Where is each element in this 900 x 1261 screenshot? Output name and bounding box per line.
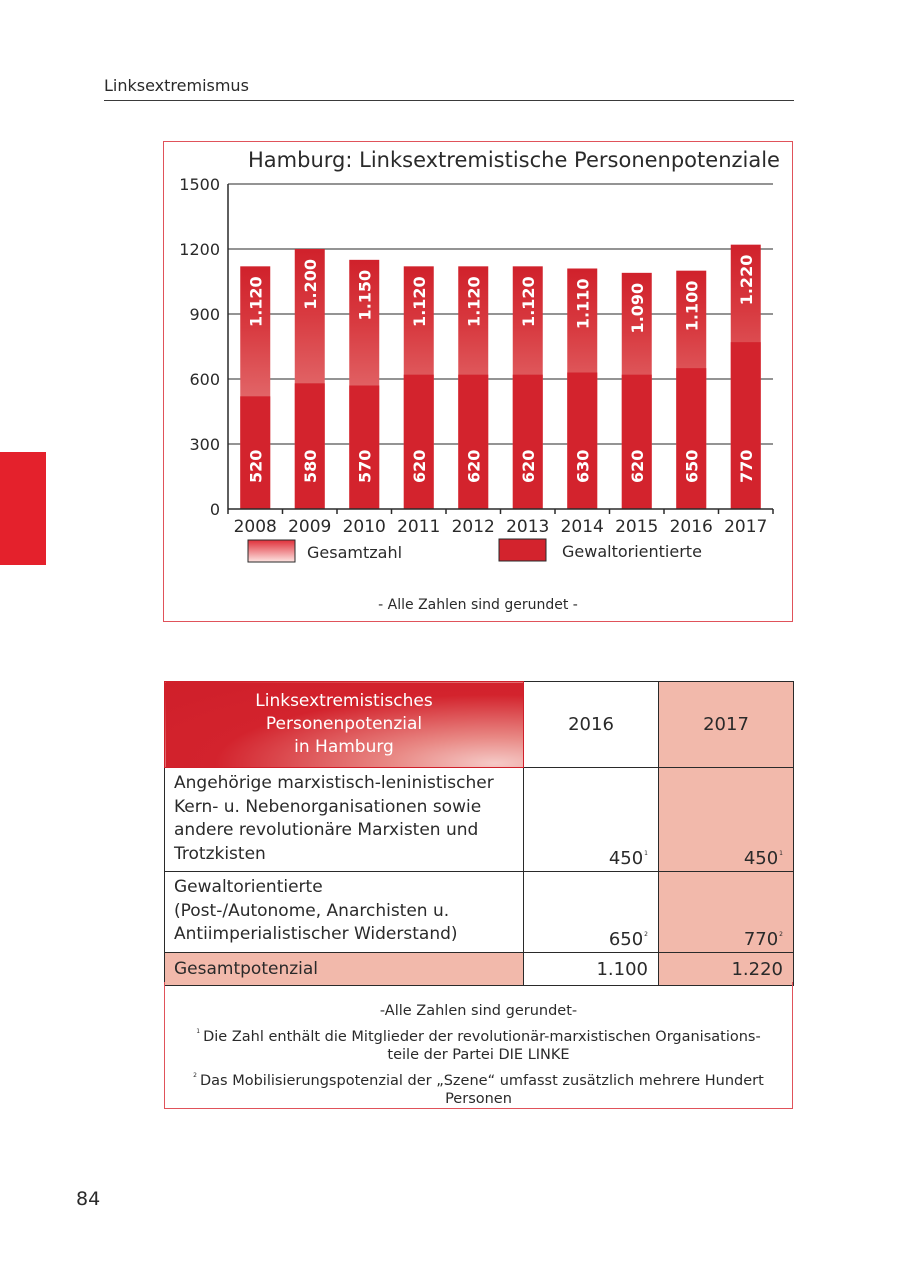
data-label-gesamtzahl: 1.220 <box>736 254 756 306</box>
row-label-gewaltorientierte <box>165 872 524 953</box>
value-2016 <box>524 872 659 953</box>
note-text: teile der Partei DIE LINKE <box>387 1047 570 1063</box>
data-label-gesamtzahl: 1.100 <box>682 280 702 332</box>
footnote-mark: 1 <box>779 850 783 857</box>
x-tick-label: 2008 <box>233 517 277 537</box>
data-label-gesamtzahl: 1.150 <box>355 269 375 321</box>
x-tick-label: 2011 <box>397 517 441 537</box>
x-tick-label: 2016 <box>669 517 713 537</box>
x-tick-label: 2014 <box>560 517 604 537</box>
data-label-gewaltorientierte: 570 <box>355 449 375 483</box>
data-label-gewaltorientierte: 620 <box>464 449 484 483</box>
table-notes <box>164 982 793 1109</box>
x-tick-label: 2017 <box>724 517 768 537</box>
value-number: 770 <box>743 929 779 950</box>
data-label-gesamtzahl: 1.120 <box>518 276 538 327</box>
x-tick-label: 2010 <box>342 517 386 537</box>
legend-swatch-gewaltorientierte <box>499 539 546 561</box>
x-tick-label: 2012 <box>451 517 495 537</box>
y-tick-label: 1200 <box>179 240 220 259</box>
note-text: Personen <box>445 1091 512 1107</box>
data-label-gewaltorientierte: 650 <box>682 449 702 483</box>
table-row <box>165 872 794 953</box>
table-header-row <box>165 682 794 768</box>
note-text: Das Mobilisierungspotenzial der „Szene“ umfasst zusätzlich mehrere Hundert <box>200 1073 764 1089</box>
table-total-row <box>165 953 794 986</box>
row-label-line: (Post-/Autonome, Anarchisten u. <box>174 900 450 921</box>
row-label-line: andere revolutionäre Marxisten und <box>174 820 479 840</box>
row-label-line: Antiimperialistischer Widerstand) <box>174 924 458 944</box>
y-tick-label: 0 <box>209 500 220 519</box>
data-label-gewaltorientierte: 620 <box>627 449 647 483</box>
footnote-mark: 2 <box>779 931 783 938</box>
note-2 <box>165 1067 792 1108</box>
y-tick-label: 300 <box>189 435 220 454</box>
footnote-mark: 1 <box>644 850 648 857</box>
legend-label-gesamtzahl: Gesamtzahl <box>307 543 403 562</box>
table-header-2017: 2017 <box>659 682 794 768</box>
header-label-line: in Hamburg <box>294 737 394 757</box>
value-2017 <box>659 872 794 953</box>
data-label-gewaltorientierte: 630 <box>573 449 593 483</box>
bar-gewaltorientierte <box>622 375 652 509</box>
running-header: Linksextremismus <box>104 76 249 95</box>
bar-gewaltorientierte <box>458 375 488 509</box>
table-header-label <box>165 682 524 768</box>
bar-gewaltorientierte <box>295 383 325 509</box>
header-label-line: Personenpotenzial <box>265 714 423 734</box>
note-rounded: -Alle Zahlen sind gerundet- <box>379 1003 578 1019</box>
footnote-mark: 2 <box>193 1072 197 1079</box>
data-label-gesamtzahl: 1.120 <box>246 276 266 327</box>
note-text: Die Zahl enthält die Mitglieder der revolutionär-marxistischen Organisations- <box>203 1029 761 1045</box>
note-1 <box>165 1023 792 1064</box>
x-tick-label: 2015 <box>615 517 659 537</box>
value-number: 650 <box>608 929 644 950</box>
y-tick-label: 1500 <box>179 175 220 194</box>
y-tick-label: 600 <box>189 370 220 389</box>
bar-gewaltorientierte <box>513 375 543 509</box>
page-number: 84 <box>76 1188 101 1210</box>
data-label-gewaltorientierte: 620 <box>518 449 538 483</box>
x-tick-label: 2013 <box>506 517 550 537</box>
data-label-gesamtzahl: 1.110 <box>573 278 593 330</box>
footnote-mark: 1 <box>196 1028 201 1035</box>
data-label-gesamtzahl: 1.120 <box>409 276 429 327</box>
header-rule <box>104 100 794 101</box>
data-label-gewaltorientierte: 620 <box>409 449 429 483</box>
data-label-gesamtzahl: 1.200 <box>300 259 320 310</box>
y-tick-label: 900 <box>189 305 220 324</box>
bar-gewaltorientierte <box>676 368 706 509</box>
data-label-gewaltorientierte: 520 <box>246 449 266 483</box>
bar-gewaltorientierte <box>404 375 434 509</box>
row-label-line: Trotzkisten <box>174 843 266 864</box>
legend-label-gewaltorientierte: Gewaltorientierte <box>562 542 702 561</box>
value-2016 <box>524 768 659 872</box>
total-label: Gesamtpotenzial <box>165 953 524 986</box>
chart-frame <box>163 141 793 622</box>
table-row <box>165 768 794 872</box>
row-label-marxisten <box>165 768 524 872</box>
data-label-gesamtzahl: 1.090 <box>627 282 647 334</box>
bar-gewaltorientierte <box>567 373 597 510</box>
chart-title: Hamburg: Linksextremistische Personenpotenziale <box>248 148 780 172</box>
total-2016: 1.100 <box>524 953 659 986</box>
header-label-line: Linksextremistisches <box>255 691 433 711</box>
data-label-gewaltorientierte: 580 <box>300 449 320 483</box>
row-label-line: Angehörige marxistisch-leninistischer <box>174 773 494 793</box>
x-tick-label: 2009 <box>288 517 332 537</box>
value-2017 <box>659 768 794 872</box>
value-number: 450 <box>743 848 779 869</box>
total-2017: 1.220 <box>659 953 794 986</box>
row-label-line: Kern- u. Nebenorganisationen sowie <box>174 796 482 817</box>
table-header-2016: 2016 <box>524 682 659 768</box>
legend-swatch-gesamtzahl <box>248 540 295 562</box>
value-number: 450 <box>608 848 644 869</box>
bar-chart <box>164 142 794 623</box>
personenpotenzial-table <box>164 681 794 986</box>
chart-footnote: - Alle Zahlen sind gerundet - <box>378 597 578 613</box>
data-label-gewaltorientierte: 770 <box>736 449 756 483</box>
bar-gewaltorientierte <box>349 386 379 510</box>
row-label-line: Gewaltorientierte <box>174 877 323 897</box>
footnote-mark: 2 <box>644 931 648 938</box>
chapter-side-tab <box>0 452 46 565</box>
data-label-gesamtzahl: 1.120 <box>464 276 484 327</box>
